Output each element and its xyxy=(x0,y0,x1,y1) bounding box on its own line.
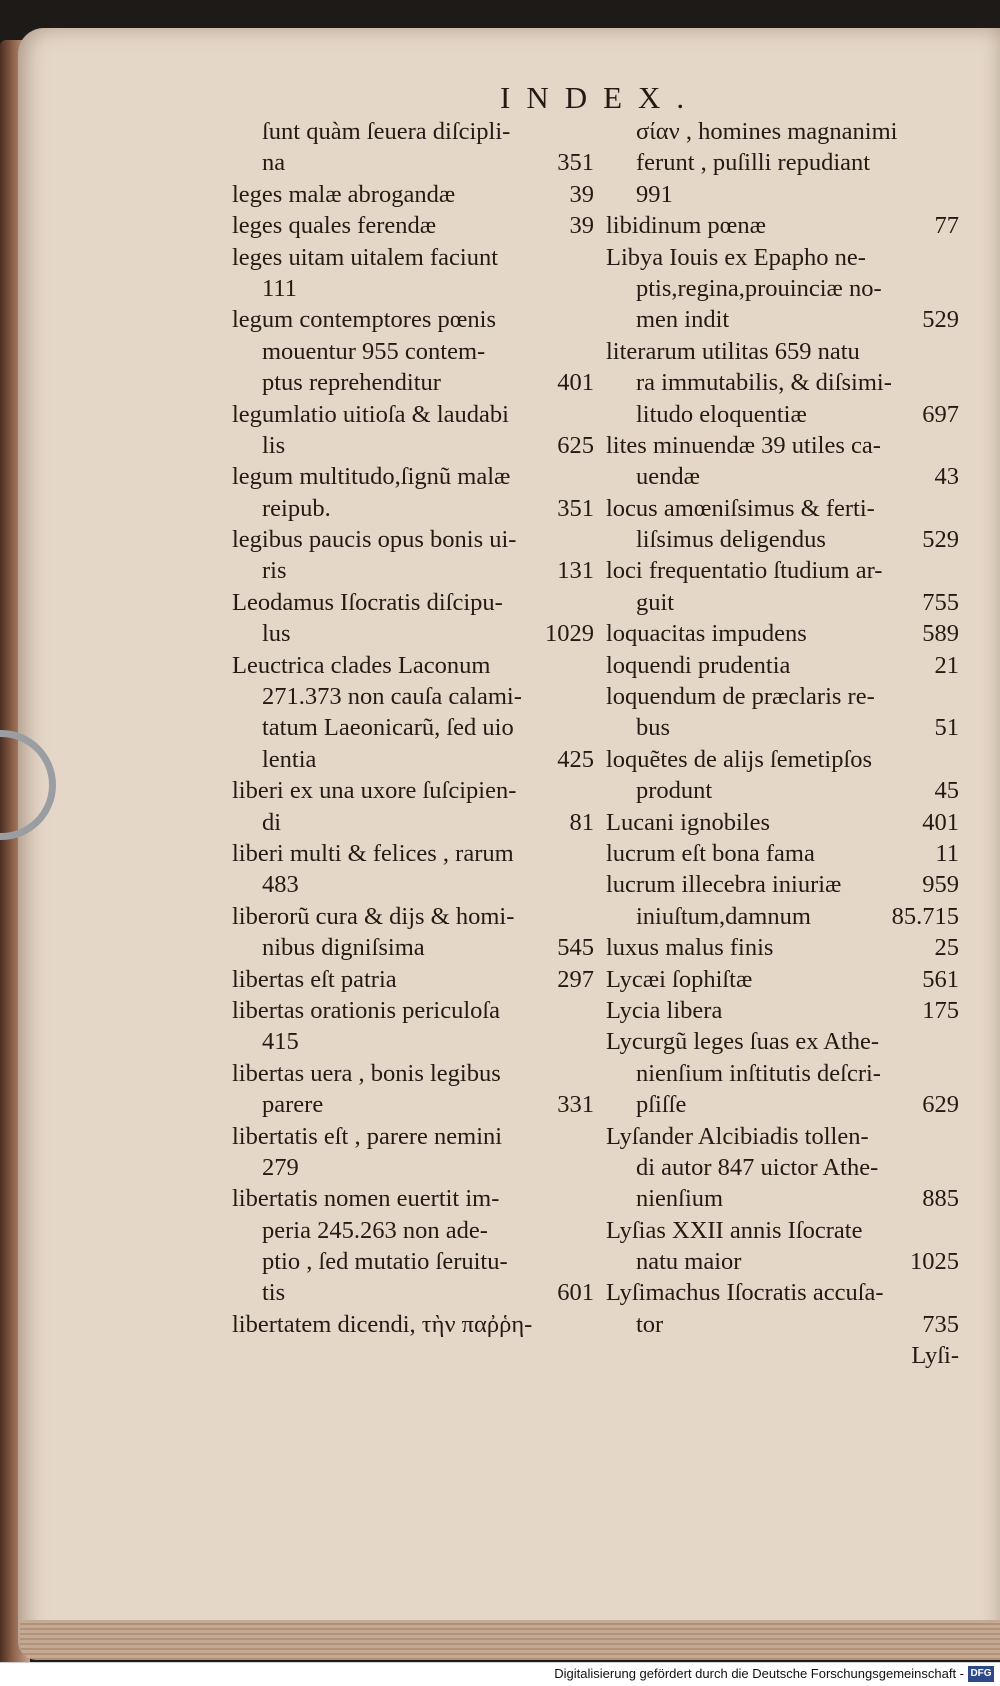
index-entry-text: σίαν , homines magnanimi xyxy=(636,118,898,145)
index-line xyxy=(232,179,594,210)
index-page-number: 529 xyxy=(922,306,959,334)
index-line xyxy=(606,336,959,367)
index-line xyxy=(232,1277,594,1308)
index-entry-text: lucrum illecebra iniuriæ xyxy=(606,871,842,899)
index-line xyxy=(606,399,959,430)
index-entry-text: na xyxy=(262,149,286,177)
index-entry-text: libertas orationis periculoſa xyxy=(232,996,501,1024)
index-line xyxy=(606,461,959,492)
index-page-number: 85.715 xyxy=(891,902,959,930)
index-entry-text: Lyſimachus Iſocratis accuſa- xyxy=(606,1279,884,1307)
index-line xyxy=(232,618,594,649)
index-entry-text: uendæ xyxy=(636,463,700,491)
index-line xyxy=(606,273,959,304)
index-entry-text: loquendum de præclaris re- xyxy=(606,683,875,711)
index-line xyxy=(232,650,594,681)
index-entry-text: di xyxy=(262,808,282,836)
index-line xyxy=(232,1121,594,1152)
index-line xyxy=(606,367,959,398)
index-line xyxy=(606,1026,959,1057)
index-page-number: 131 xyxy=(557,557,594,585)
index-line xyxy=(232,493,594,524)
index-entry-text: Lycurgũ leges ſuas ex Athe- xyxy=(606,1028,880,1056)
index-entry-text: loquẽtes de alijs ſemetipſos xyxy=(606,745,873,773)
index-entry-text: loquacitas impudens xyxy=(606,620,807,648)
index-page-number: 401 xyxy=(922,808,959,836)
index-page-number: 589 xyxy=(922,620,959,648)
index-entry-text: luxus malus finis xyxy=(606,934,774,962)
index-entry-text: lites minuendæ 39 utiles ca- xyxy=(606,431,881,459)
index-page-number: 11 xyxy=(935,839,959,867)
index-entry-text: legumlatio uitioſa & laudabi xyxy=(232,400,509,428)
index-entry-text: Lyſias XXII annis Iſocrate xyxy=(606,1216,863,1244)
index-page-number: 885 xyxy=(922,1185,959,1213)
index-line xyxy=(232,995,594,1026)
index-entry-text: tis xyxy=(262,1279,286,1307)
index-entry-text: loci frequentatio ſtudium ar- xyxy=(606,557,883,585)
index-entry-text: ptio , ſed mutatio ſeruitu- xyxy=(262,1248,508,1276)
index-line xyxy=(606,1246,959,1277)
index-line xyxy=(232,807,594,838)
index-entry-text: Lycæi ſophiſtæ xyxy=(606,965,753,993)
index-line xyxy=(232,1183,594,1214)
index-entry-text: libertas eſt patria xyxy=(232,965,397,993)
index-line xyxy=(606,179,959,210)
index-line xyxy=(232,964,594,995)
index-entry-text: Leuctrica clades Laconum xyxy=(232,651,491,679)
page-header: INDEX. xyxy=(500,80,701,115)
index-page-number: 401 xyxy=(557,369,594,397)
index-entry-text: liberi ex una uxore ſuſcipien- xyxy=(232,777,517,805)
index-line xyxy=(606,242,959,273)
index-line xyxy=(232,336,594,367)
index-line xyxy=(232,1246,594,1277)
index-entry-text: libertatem dicendi, τὴν παῤῥη- xyxy=(232,1310,533,1338)
index-page-number: 331 xyxy=(557,1091,594,1119)
index-line xyxy=(232,147,594,178)
index-line xyxy=(232,1089,594,1120)
index-line xyxy=(606,430,959,461)
footer-bar xyxy=(0,1662,1000,1686)
index-entry-text: ferunt , puſilli repudiant xyxy=(636,149,871,177)
index-line xyxy=(232,712,594,743)
index-page-number: 45 xyxy=(934,777,959,805)
index-page-number: 601 xyxy=(557,1279,594,1307)
index-line xyxy=(606,1277,959,1308)
index-line xyxy=(606,744,959,775)
index-entry-text: di autor 847 uictor Athe- xyxy=(636,1153,879,1181)
index-line xyxy=(232,116,594,147)
index-line xyxy=(606,210,959,241)
index-page-number: 81 xyxy=(569,808,594,836)
index-line xyxy=(606,681,959,712)
index-line xyxy=(606,587,959,618)
index-line xyxy=(232,524,594,555)
index-entry-text: ſunt quàm ſeuera diſcipli- xyxy=(262,118,511,145)
index-entry-text: ris xyxy=(262,557,287,585)
index-entry-text: Leodamus Iſocratis diſcipu- xyxy=(232,588,503,616)
index-entry-text: locus amœniſsimus & ferti- xyxy=(606,494,875,522)
index-entry-text: Lyſander Alcibiadis tollen- xyxy=(606,1122,869,1150)
index-entry-text: produnt xyxy=(636,777,713,805)
index-entry-text: tatum Laeonicarũ, ſed uio xyxy=(262,714,514,742)
index-line xyxy=(232,587,594,618)
index-entry-text: 991 xyxy=(636,180,673,208)
index-page-number: 351 xyxy=(557,494,594,522)
index-line xyxy=(606,1340,959,1371)
index-entry-text: legibus paucis opus bonis ui- xyxy=(232,526,517,554)
index-entry-text: reipub. xyxy=(262,494,331,522)
index-line xyxy=(606,1215,959,1246)
index-entry-text: 111 xyxy=(262,274,297,302)
index-line xyxy=(232,367,594,398)
index-page-number: 629 xyxy=(922,1091,959,1119)
index-line xyxy=(606,555,959,586)
index-entry-text: legum multitudo,ſignũ malæ xyxy=(232,463,511,491)
index-page-number: 351 xyxy=(557,149,594,177)
index-entry-text: liberorũ cura & dijs & homi- xyxy=(232,902,515,930)
index-entry-text: liſsimus deligendus xyxy=(636,526,826,554)
index-line xyxy=(606,1152,959,1183)
index-line xyxy=(606,1183,959,1214)
index-entry-text: liberi multi & felices , rarum xyxy=(232,839,514,867)
index-page-number: 697 xyxy=(922,400,959,428)
index-page-number: 561 xyxy=(922,965,959,993)
index-line xyxy=(232,1026,594,1057)
index-page-number: 297 xyxy=(557,965,594,993)
index-line xyxy=(232,1309,594,1340)
index-line xyxy=(232,399,594,430)
index-entry-text: 483 xyxy=(262,871,299,899)
index-line xyxy=(606,1058,959,1089)
index-line xyxy=(232,932,594,963)
index-entry-text: guit xyxy=(636,588,675,616)
index-page-number: 77 xyxy=(934,212,959,240)
index-line xyxy=(232,869,594,900)
index-line xyxy=(606,147,959,178)
index-entry-text: Libya Iouis ex Epapho ne- xyxy=(606,243,866,271)
index-line xyxy=(606,304,959,335)
index-entry-text: libidinum pœnæ xyxy=(606,212,766,240)
index-page-number: 625 xyxy=(557,431,594,459)
index-line xyxy=(606,650,959,681)
index-line xyxy=(606,1089,959,1120)
index-entry-text: bus xyxy=(636,714,671,742)
index-entry-text: ptus reprehenditur xyxy=(262,369,441,397)
index-page-number: 425 xyxy=(557,745,594,773)
index-entry-text: ra immutabilis, & diſsimi- xyxy=(636,369,892,397)
index-column-left xyxy=(232,116,594,1340)
index-entry-text: leges uitam uitalem faciunt xyxy=(232,243,499,271)
index-line xyxy=(606,712,959,743)
index-page-number: 529 xyxy=(922,526,959,554)
index-line xyxy=(606,995,959,1026)
index-line xyxy=(232,555,594,586)
index-entry-text: literarum utilitas 659 natu xyxy=(606,337,860,365)
index-entry-text: 279 xyxy=(262,1153,299,1181)
index-line xyxy=(606,838,959,869)
index-entry-text: Lycia libera xyxy=(606,996,723,1024)
index-entry-text: nienſium xyxy=(636,1185,724,1213)
index-line xyxy=(606,964,959,995)
index-page-number: 51 xyxy=(934,714,959,742)
index-entry-text: libertatis eſt , parere nemini xyxy=(232,1122,503,1150)
index-page-number: 755 xyxy=(922,588,959,616)
index-line xyxy=(606,869,959,900)
page-fore-edge xyxy=(20,1620,1000,1660)
index-line xyxy=(232,1215,594,1246)
index-line xyxy=(232,744,594,775)
index-line xyxy=(232,901,594,932)
index-entry-text: litudo eloquentiæ xyxy=(636,400,807,428)
index-page-number: 1025 xyxy=(910,1248,959,1276)
index-column-right xyxy=(606,116,959,1372)
index-entry-text: Lucani ignobiles xyxy=(606,808,770,836)
index-page-number: 1029 xyxy=(545,620,594,648)
index-entry-text: loquendi prudentia xyxy=(606,651,791,679)
index-entry-text: iniuſtum,damnum xyxy=(636,902,811,930)
index-entry-text: parere xyxy=(262,1091,324,1119)
index-entry-text: lucrum eſt bona fama xyxy=(606,839,815,867)
index-entry-text: mouentur 955 contem- xyxy=(262,337,486,365)
index-entry-text: libertatis nomen euertit im- xyxy=(232,1185,500,1213)
index-entry-text: 415 xyxy=(262,1028,299,1056)
index-page-number: 39 xyxy=(569,212,594,240)
index-line xyxy=(606,807,959,838)
index-line xyxy=(232,1152,594,1183)
index-entry-text: lis xyxy=(262,431,286,459)
index-entry-text: nienſium inſtitutis deſcri- xyxy=(636,1059,881,1087)
index-entry-text: nibus digniſsima xyxy=(262,934,425,962)
index-line xyxy=(606,1121,959,1152)
index-page-number: 175 xyxy=(922,996,959,1024)
index-entry-text: legum contemptores pœnis xyxy=(232,306,497,334)
index-entry-text: 271.373 non cauſa calami- xyxy=(262,683,522,711)
index-page-number: 959 xyxy=(922,871,959,899)
index-page-number: 735 xyxy=(922,1310,959,1338)
index-line xyxy=(232,242,594,273)
index-line xyxy=(232,273,594,304)
index-entry-text: leges malæ abrogandæ xyxy=(232,180,456,208)
index-line xyxy=(606,493,959,524)
index-entry-text: leges quales ferendæ xyxy=(232,212,437,240)
index-page-number: 39 xyxy=(569,180,594,208)
footer-credit: Digitalisierung gefördert durch die Deutsche Forschungsgemeinschaft - xyxy=(554,1666,964,1681)
index-page-number: Lyſi- xyxy=(911,1342,959,1370)
index-line xyxy=(232,681,594,712)
index-line xyxy=(606,618,959,649)
index-entry-text: ptis,regina,prouinciæ no- xyxy=(636,274,882,302)
index-entry-text: libertas uera , bonis legibus xyxy=(232,1059,501,1087)
index-line xyxy=(606,524,959,555)
index-entry-text: lus xyxy=(262,620,291,648)
index-line xyxy=(232,1058,594,1089)
index-page-number: 21 xyxy=(934,651,959,679)
index-entry-text: men indit xyxy=(636,306,730,334)
index-line xyxy=(606,1309,959,1340)
index-page-number: 25 xyxy=(934,934,959,962)
index-page-number: 43 xyxy=(934,463,959,491)
index-line xyxy=(232,775,594,806)
index-line xyxy=(606,775,959,806)
index-entry-text: tor xyxy=(636,1310,664,1338)
index-line xyxy=(232,838,594,869)
index-line xyxy=(606,116,959,147)
index-line xyxy=(232,210,594,241)
index-line xyxy=(232,461,594,492)
index-entry-text: lentia xyxy=(262,745,317,773)
index-entry-text: pſiſſe xyxy=(636,1091,687,1119)
index-line xyxy=(232,304,594,335)
index-line xyxy=(232,430,594,461)
dfg-logo-icon: DFG xyxy=(968,1666,994,1682)
index-line xyxy=(606,932,959,963)
index-page-number: 545 xyxy=(557,934,594,962)
index-entry-text: natu maior xyxy=(636,1248,742,1276)
index-line xyxy=(606,901,959,932)
index-entry-text: peria 245.263 non ade- xyxy=(262,1216,488,1244)
